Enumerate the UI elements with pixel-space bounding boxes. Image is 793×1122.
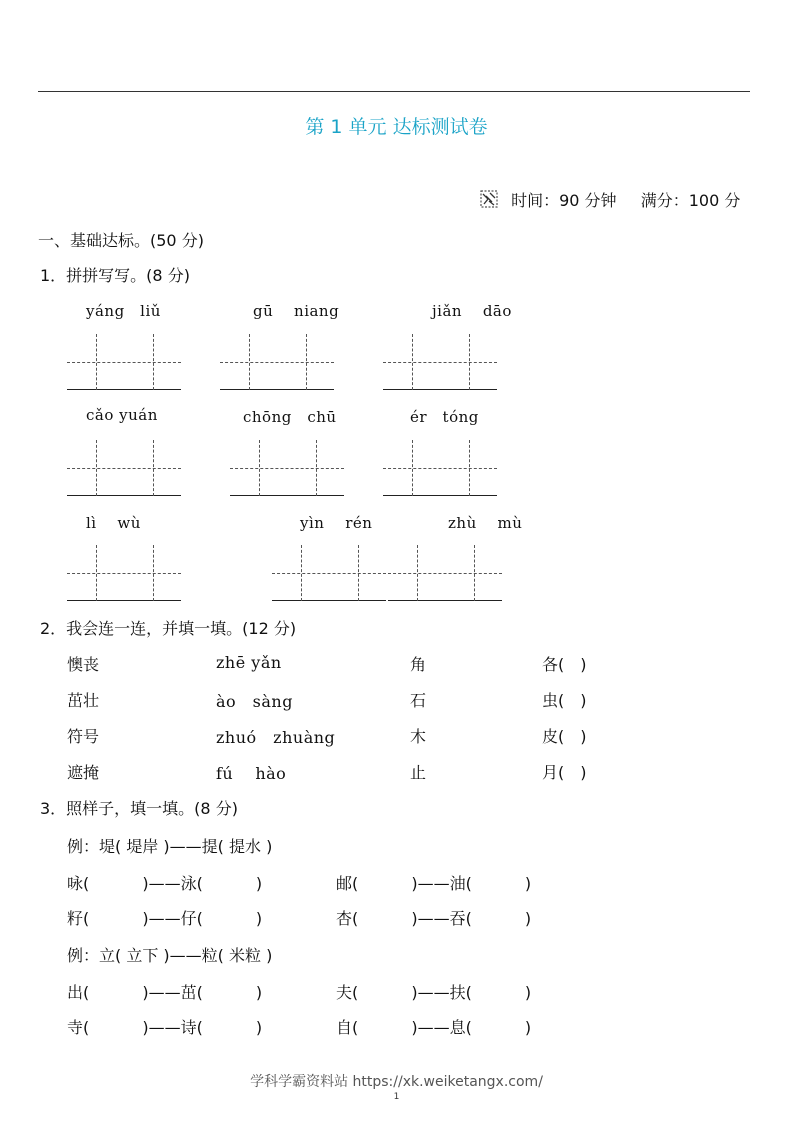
pinyin-label: ér tóng [410, 408, 479, 426]
pinyin-item: fú hào [216, 764, 287, 783]
fill-row[interactable]: 夫( )——扶( ) [336, 983, 532, 1002]
footer-watermark: 学科学霸资料站 https://xk.weiketangx.com/ [250, 1074, 543, 1090]
fill-row[interactable]: 咏( )——泳( ) [67, 874, 263, 893]
pinyin-item: zhē yǎn [216, 653, 282, 672]
writing-box[interactable] [67, 545, 181, 601]
pinyin-item: ào sàng [216, 692, 293, 711]
word-item: 遮掩 [67, 763, 100, 782]
pinyin-label: lì wù [86, 514, 141, 532]
fill-row[interactable]: 寺( )——诗( ) [67, 1018, 263, 1037]
fill-blank[interactable]: 各( ) [542, 655, 587, 674]
fill-blank[interactable]: 皮( ) [542, 727, 587, 746]
fill-row[interactable]: 杏( )——吞( ) [336, 909, 532, 928]
fill-blank[interactable]: 月( ) [542, 763, 587, 782]
q3-heading: 3．照样子，填一填。(8 分) [40, 799, 238, 818]
example-line: 例：堤( 堤岸 )——提( 提水 ) [67, 837, 273, 856]
char-item: 石 [410, 691, 427, 710]
writing-box[interactable] [230, 440, 344, 496]
exam-meta [480, 188, 740, 211]
pinyin-label: zhù mù [448, 514, 523, 532]
word-item: 茁壮 [67, 691, 100, 710]
exam-score: 满分：100 分 [640, 191, 741, 210]
writing-box[interactable] [67, 334, 181, 390]
writing-box[interactable] [383, 334, 497, 390]
writing-box[interactable] [383, 440, 497, 496]
q1-heading: 1．拼拼写写。(8 分) [40, 266, 190, 285]
word-item: 符号 [67, 727, 100, 746]
q2-heading: 2．我会连一连，并填一填。(12 分) [40, 619, 297, 638]
fill-blank[interactable]: 虫( ) [542, 691, 587, 710]
char-item: 木 [410, 727, 427, 746]
pinyin-label: yìn rén [300, 514, 373, 532]
char-item: 角 [410, 655, 427, 674]
writing-box[interactable] [388, 545, 502, 601]
writing-box[interactable] [67, 440, 181, 496]
fill-row[interactable]: 邮( )——油( ) [336, 874, 532, 893]
fill-row[interactable]: 籽( )——仔( ) [67, 909, 263, 928]
pinyin-label: jiǎn dāo [432, 302, 512, 320]
pinyin-label: gū niang [253, 302, 340, 320]
fill-row[interactable]: 自( )——息( ) [336, 1018, 532, 1037]
exam-time: 时间：90 分钟 [511, 191, 617, 210]
clock-stamp-icon [480, 190, 498, 208]
header-rule [38, 91, 750, 92]
page-number: 1 [393, 1092, 400, 1102]
section-heading: 一、基础达标。(50 分) [38, 231, 204, 250]
pinyin-item: zhuó zhuàng [216, 728, 336, 747]
example-line: 例：立( 立下 )——粒( 米粒 ) [67, 946, 273, 965]
page-title: 第 1 单元 达标测试卷 [305, 116, 488, 138]
writing-box[interactable] [220, 334, 334, 390]
pinyin-label: chōng chū [243, 408, 337, 426]
pinyin-label: cǎo yuán [86, 406, 158, 424]
fill-row[interactable]: 出( )——茁( ) [67, 983, 263, 1002]
word-item: 懊丧 [67, 655, 100, 674]
char-item: 止 [410, 763, 427, 782]
writing-box[interactable] [272, 545, 386, 601]
pinyin-label: yáng liǔ [86, 302, 161, 320]
